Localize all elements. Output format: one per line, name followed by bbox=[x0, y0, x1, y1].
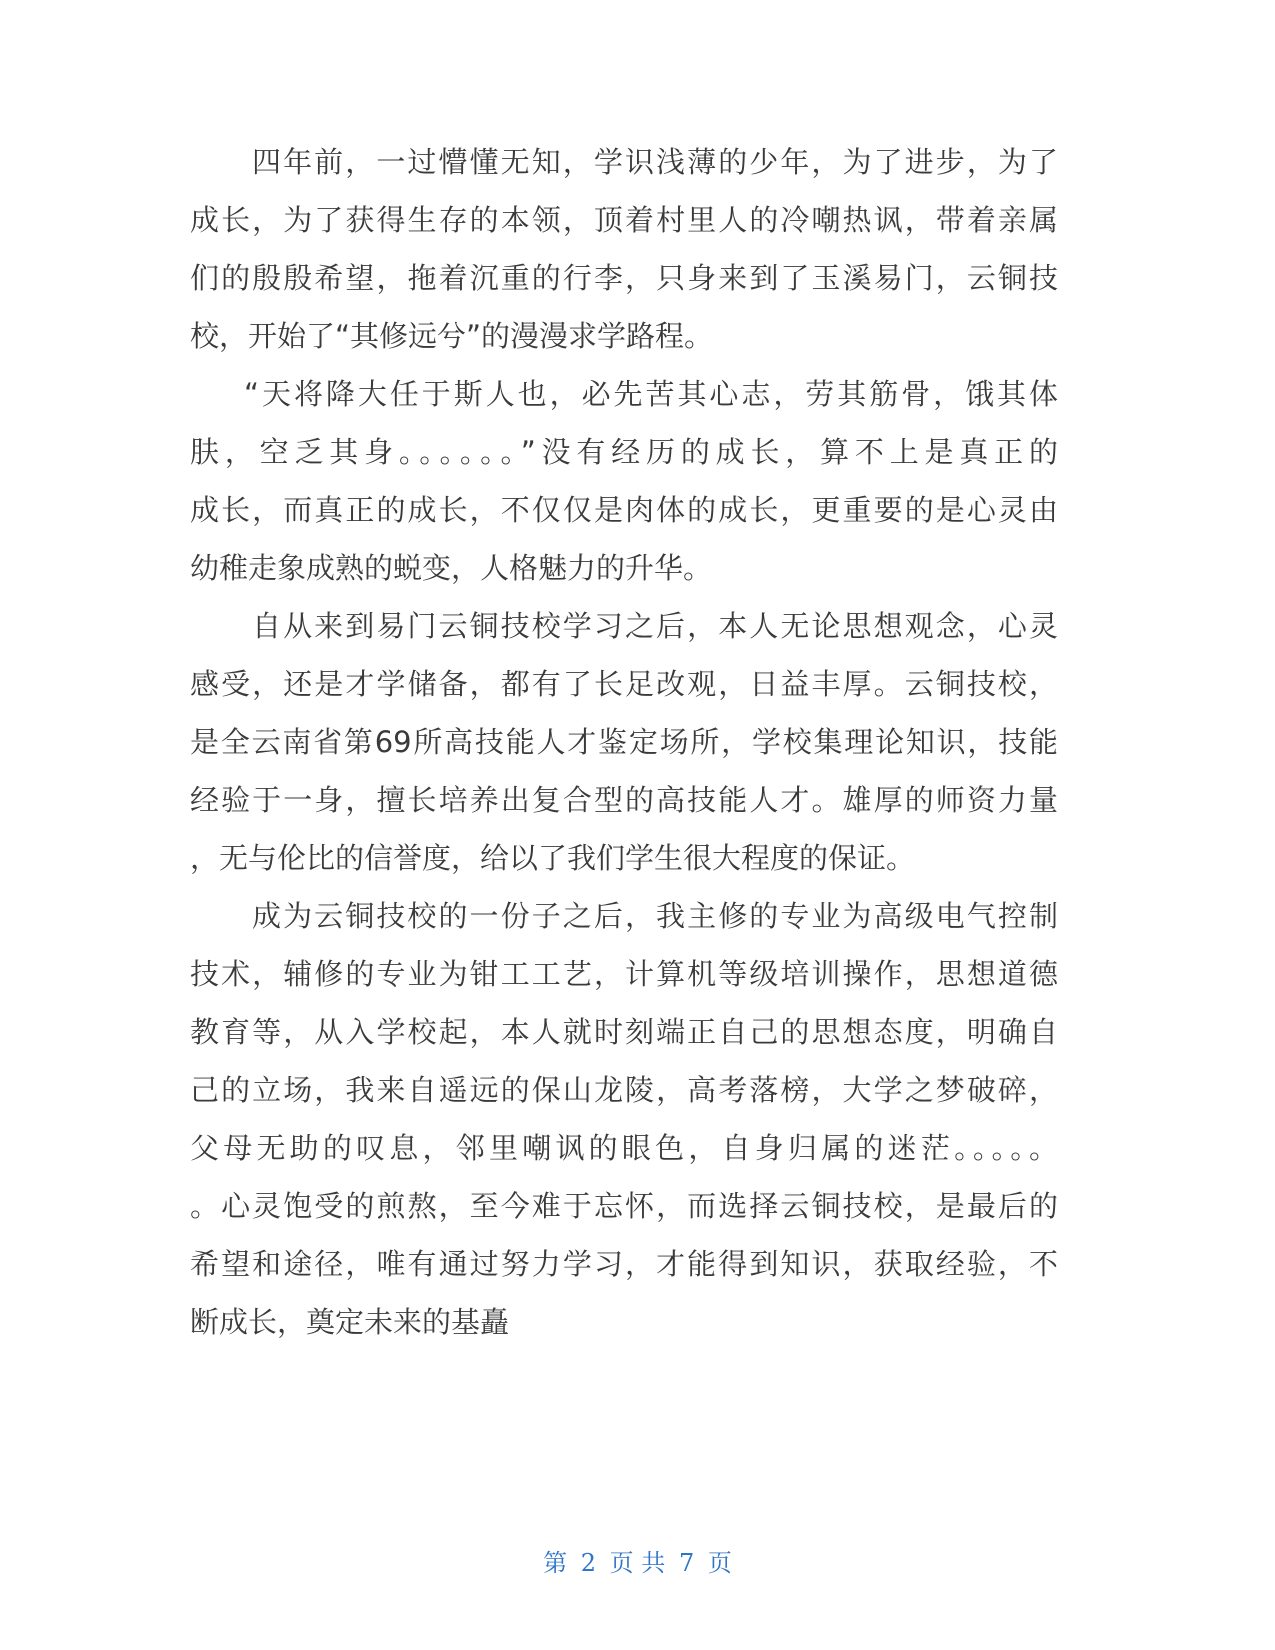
paragraph-1-line-4: 校，开始了“其修远兮”的漫漫求学路程。 bbox=[190, 319, 714, 353]
footer-suffix: 页 bbox=[707, 1549, 732, 1577]
paragraph-3-line-4: 经验于一身，擅长培养出复合型的高技能人才。雄厚的师资力量 bbox=[190, 783, 1058, 817]
paragraph-4-line-5: 父母无助的叹息，邻里嘲讽的眼色，自身归属的迷茫。。。。。 bbox=[190, 1131, 1058, 1165]
paragraph-2-line-1: “天将降大任于斯人也，必先苦其心志，劳其筋骨，饿其体 bbox=[244, 377, 1058, 411]
footer-total-pages: 7 bbox=[678, 1549, 695, 1577]
page-footer bbox=[0, 1543, 1275, 1578]
paragraph-1-line-1: 四年前，一过懵懂无知，学识浅薄的少年，为了进步，为了 bbox=[252, 145, 1058, 179]
footer-current-page: 2 bbox=[580, 1549, 597, 1577]
paragraph-1-line-2: 成长，为了获得生存的本领，顶着村里人的冷嘲热讽，带着亲属 bbox=[190, 203, 1058, 237]
footer-prefix: 第 bbox=[543, 1549, 568, 1577]
paragraph-4-line-4: 己的立场，我来自遥远的保山龙陵，高考落榜，大学之梦破碎， bbox=[190, 1073, 1058, 1107]
paragraph-4-line-8: 断成长，奠定未来的基矗 bbox=[190, 1305, 510, 1339]
paragraph-3-line-5: ，无与伦比的信誉度，给以了我们学生很大程度的保证。 bbox=[190, 841, 916, 875]
paragraph-2-line-4: 幼稚走象成熟的蜕变，人格魅力的升华。 bbox=[190, 551, 713, 585]
paragraph-3-line-3: 是全云南省第69所高技能人才鉴定场所，学校集理论知识，技能 bbox=[190, 725, 1058, 759]
paragraph-2-line-2: 肤，空乏其身。。。。。。”没有经历的成长，算不上是真正的 bbox=[190, 435, 1058, 469]
paragraph-2-line-3: 成长，而真正的成长，不仅仅是肉体的成长，更重要的是心灵由 bbox=[190, 493, 1058, 527]
paragraph-4-line-3: 教育等，从入学校起，本人就时刻端正自己的思想态度，明确自 bbox=[190, 1015, 1058, 1049]
paragraph-4-line-7: 希望和途径，唯有通过努力学习，才能得到知识，获取经验，不 bbox=[190, 1247, 1058, 1281]
paragraph-3-line-2: 感受，还是才学储备，都有了长足改观，日益丰厚。云铜技校， bbox=[190, 667, 1058, 701]
footer-middle: 页 共 bbox=[609, 1549, 666, 1577]
paragraph-4-line-2: 技术，辅修的专业为钳工工艺，计算机等级培训操作，思想道德 bbox=[190, 957, 1058, 991]
paragraph-4-line-1: 成为云铜技校的一份子之后，我主修的专业为高级电气控制 bbox=[252, 899, 1058, 933]
paragraph-1-line-3: 们的殷殷希望，拖着沉重的行李，只身来到了玉溪易门，云铜技 bbox=[190, 261, 1058, 295]
paragraph-4-line-6: 。心灵饱受的煎熬，至今难于忘怀，而选择云铜技校，是最后的 bbox=[190, 1189, 1058, 1223]
paragraph-3-line-1: 自从来到易门云铜技校学习之后，本人无论思想观念，心灵 bbox=[252, 609, 1058, 643]
